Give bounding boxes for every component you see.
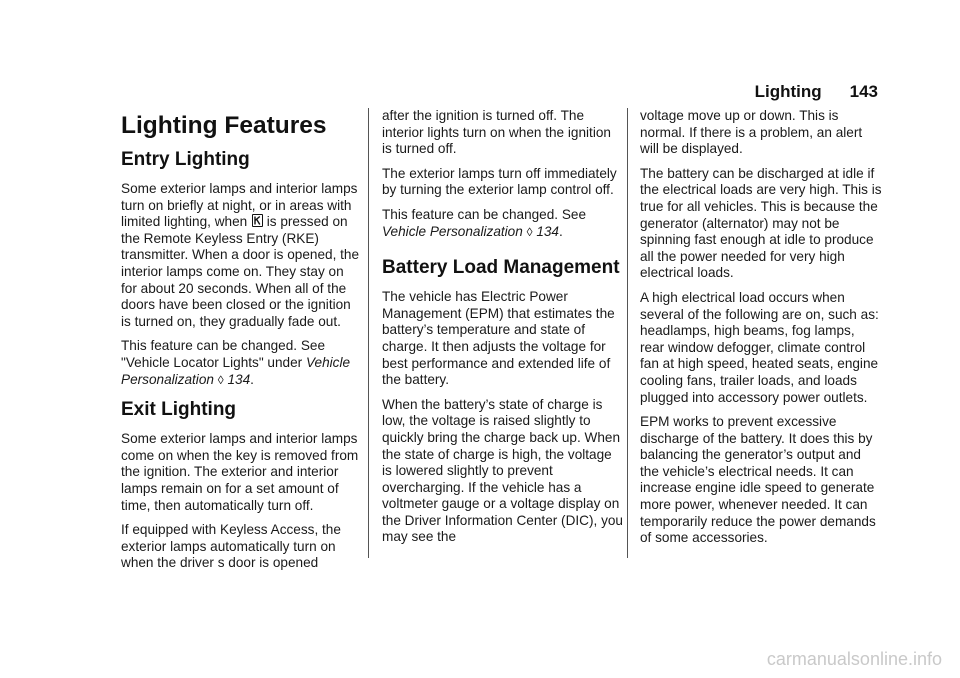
paragraph: This feature can be changed. See Vehicle Personalization ◊ 134. <box>382 206 587 239</box>
column-3 <box>640 108 882 555</box>
section-heading-entry-lighting: Entry Lighting <box>121 149 250 170</box>
xref-title: Vehicle Personalization <box>121 354 351 387</box>
page-ref-arrow-icon: ◊ <box>526 224 533 239</box>
page-number: 143 <box>849 82 878 101</box>
paragraph <box>121 181 363 330</box>
paragraph: When the battery’s state of charge is low, the voltage is raised slightly to quickly bring the charge back up. When the state of charge is high, the voltage is lowered slightly to prevent overcharging. If the vehicle has a voltmeter gauge or a voltage display on the Driver Information Center (DIC), you may see the <box>382 396 623 545</box>
paragraph-text: Some exterior lamps and interior lamps turn on briefly at night, or in areas with limited lighting, when <box>121 181 358 230</box>
section-heading-battery-load-management: Battery Load Management <box>382 257 620 279</box>
column-1 <box>121 108 363 580</box>
paragraph: A high electrical load occurs when several of the following are on, such as: headlamps, high beams, fog lamps, rear window defogger, climate control fan at high speed, heated seats, engine cooling fans, trailer loads, and loads plugged into accessory power outlets. <box>640 289 879 405</box>
watermark: carmanualsonline.info <box>766 649 942 669</box>
xref-page: 134 <box>536 223 559 239</box>
page-title: Lighting Features <box>121 112 327 139</box>
unlock-key-icon <box>252 214 263 227</box>
column-divider <box>627 108 628 558</box>
paragraph: The exterior lamps turn off immediately by turning the exterior lamp control off. <box>382 165 617 198</box>
paragraph-text: This feature can be changed. See "Vehicle Locator Lights" under <box>121 338 326 370</box>
paragraph: The battery can be discharged at idle if the electrical loads are very high. This is true for all vehicles. This is because the generator (alternator) may not be spinning fast enough at idle to produce all the power needed for very high electrical loads. <box>640 165 882 281</box>
page-ref-arrow-icon: ◊ <box>217 372 224 387</box>
section-heading-exit-lighting: Exit Lighting <box>121 399 237 421</box>
paragraph: If equipped with Keyless Access, the exterior lamps automatically turn on when the driver s door is opened <box>121 522 341 571</box>
column-2 <box>382 108 624 554</box>
column-divider <box>368 108 369 558</box>
xref-link[interactable] <box>382 224 559 239</box>
paragraph: EPM works to prevent excessive discharge of the battery. It does this by balancing the generator’s output and the vehicle’s electrical needs. It can increase engine idle speed to generate more power, whenever needed. It can temporarily reduce the power demands of some accessories. <box>640 414 876 546</box>
paragraph: voltage move up or down. This is normal. If there is a problem, an alert will be displayed. <box>640 108 863 157</box>
section-title: Lighting <box>754 82 822 101</box>
paragraph-text: This feature can be changed. See <box>382 206 587 222</box>
paragraph-text: is pressed on the Remote Keyless Entry (RKE) transmitter. When a door is opened, the interior lamps come on. They stay on for about 20 seconds. When all of the doors have been closed or the ignition is turned on, they gradually fade out. <box>121 214 360 329</box>
paragraph: Some exterior lamps and interior lamps come on when the key is removed from the ignition. The exterior and interior lamps remain on for a set amount of time, then automatically turn off. <box>121 431 359 513</box>
xref-page: 134 <box>227 371 251 387</box>
paragraph: The vehicle has Electric Power Management (EPM) that estimates the battery’s temperature and state of charge. It then adjusts the voltage for best performance and extended life of the battery. <box>382 289 615 388</box>
xref-title: Vehicle Personalization <box>382 223 523 239</box>
running-head <box>755 82 878 102</box>
paragraph: after the ignition is turned off. The interior lights turn on when the ignition is turned off. <box>382 108 611 157</box>
paragraph: This feature can be changed. See "Vehicle Locator Lights" under Vehicle Personalization ◊ 134. <box>121 338 351 387</box>
